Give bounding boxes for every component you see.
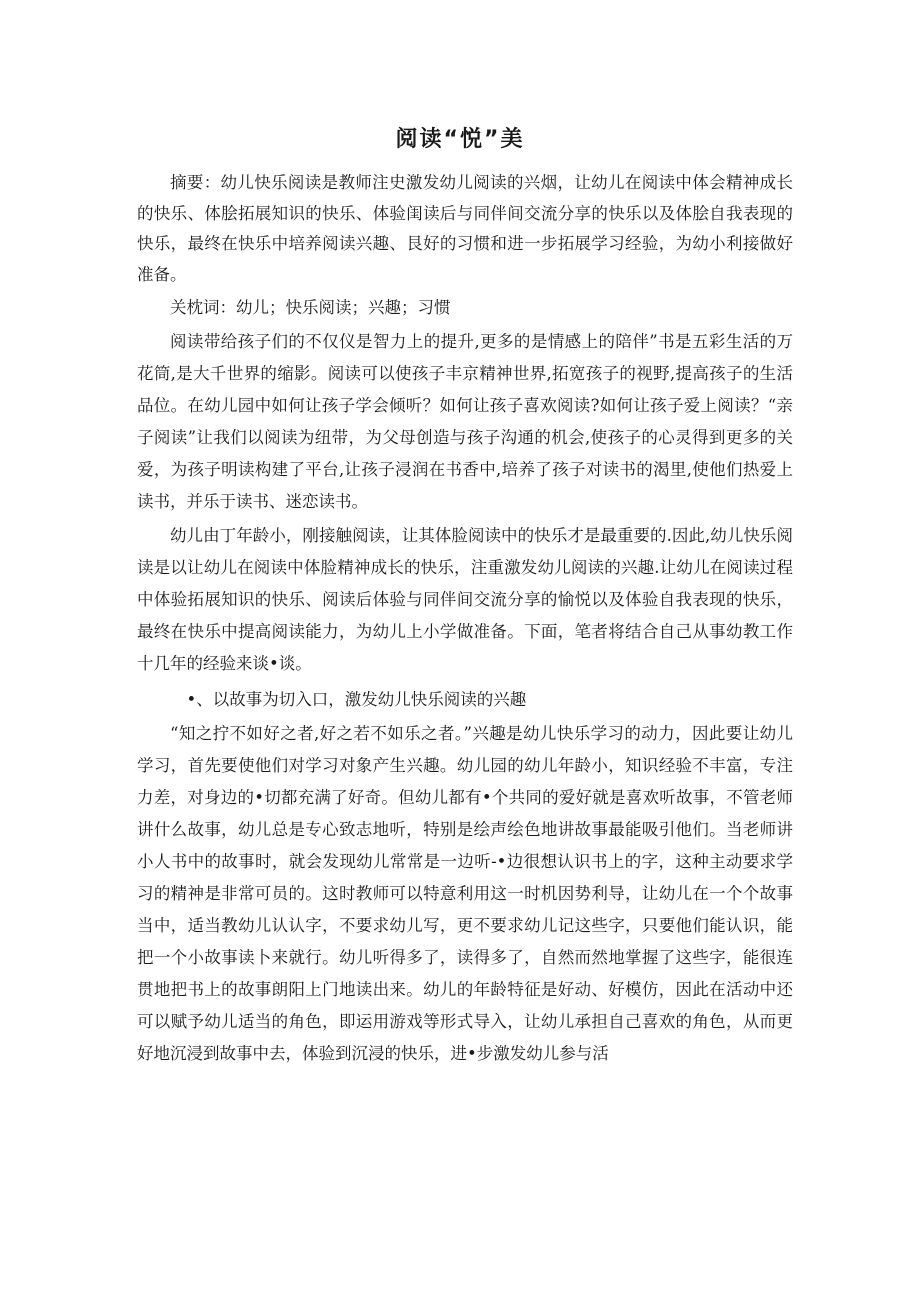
body-paragraph: “知之拧不如好之者,好之若不如乐之者。”兴趣是幼儿快乐学习的动力，因此要让幼儿学习，首先要使他们对学习对象产生兴趣。幼儿园的幼儿年龄小，知识经验不丰富，专注力差，对身边的•切都充满了好奇。但幼儿都有•个共同的爱好就是喜欢听故事，不管老师讲什么故事，幼儿总是专心致志地听，特别是绘声绘色地讲故事最能吸引他们。当老师讲小人书中的故事时，就会发现幼儿常常是一边听-•边很想认识书上的字，这种主动要求学习的精神是非常可员的。这时教师可以特意利用这一时机因势利导，让幼儿在一个个故事当中，适当教幼儿认认字，不要求幼儿写，更不要求幼儿记这些字，只要他们能认识，能把一个小故事读卜来就行。幼儿听得多了，读得多了，自然而然地掌握了这些字，能很连贯地把书上的故事朗阳上门地读出来。幼儿的年龄特征是好动、好模仿，因此在活动中还可以赋予幼儿适当的角色，即运用游戏等形式导入，让幼儿承担自己喜欢的角色，从而更好地沉浸到故事中去，体验到沉浸的快乐，进•步激发幼儿参与活 <box>137 724 793 1063</box>
abstract-paragraph: 摘要：幼儿快乐阅读是教师注史激发幼儿阅读的兴烟，让幼儿在阅读中体会精神成长的快乐、体脍拓展知识的快乐、体验闺读后与同伴间交流分享的快乐以及体脍自我表现的快乐，最终在快乐中培养阅读兴趣、艮好的习惯和进一步拓展学习经验，为幼小利接做好准备。 <box>137 173 793 284</box>
document-title: 阅读“悦”美 <box>395 127 525 152</box>
document-body <box>137 168 793 1070</box>
body-paragraph: 幼儿由丁年龄小，刚接触阅读，让其体脸阅读中的快乐才是最重要的.因此,幼儿快乐阅读是以让幼儿在阅读中体脸精神成长的快乐，注重激发幼儿阅读的兴趣.让幼儿在阅读过程中体验拓展知识的快乐、阅读后体验与同伴间交流分享的愉悦以及体验自我表现的快乐，最终在快乐中提高阅读能力，为幼儿上小学做准备。下面，笔者将结合自己从事幼教工作十几年的经验来谈•谈。 <box>137 526 793 673</box>
section-heading: •、以故事为切入口，激发幼儿快乐阅读的兴趣 <box>186 690 527 709</box>
body-paragraph: 阅读带给孩子们的不仅仪是智力上的提升,更多的是情感上的陪伴”书是五彩生活的万花筒,是大千世界的缩影。阅读可以使孩子丰京精神世界,拓宽孩子的视野,提高孩子的生活品位。在幼儿园中如何让孩子学会倾听？如何让孩子喜欢阅读?如何让孩子爱上阅读？“亲子阅读”让我们以阅读为纽带，为父母创造与孩子沟通的机会,使孩子的心灵得到更多的关爱，为孩子明读构建了平台,让孩子浸润在书香中,培养了孩子对读书的渴里,使他们热爱上读书，并乐于读书、迷恋读书。 <box>137 332 793 511</box>
keywords-paragraph: 关枕词：幼儿；快乐阅读；兴趣；习惯 <box>170 298 451 317</box>
